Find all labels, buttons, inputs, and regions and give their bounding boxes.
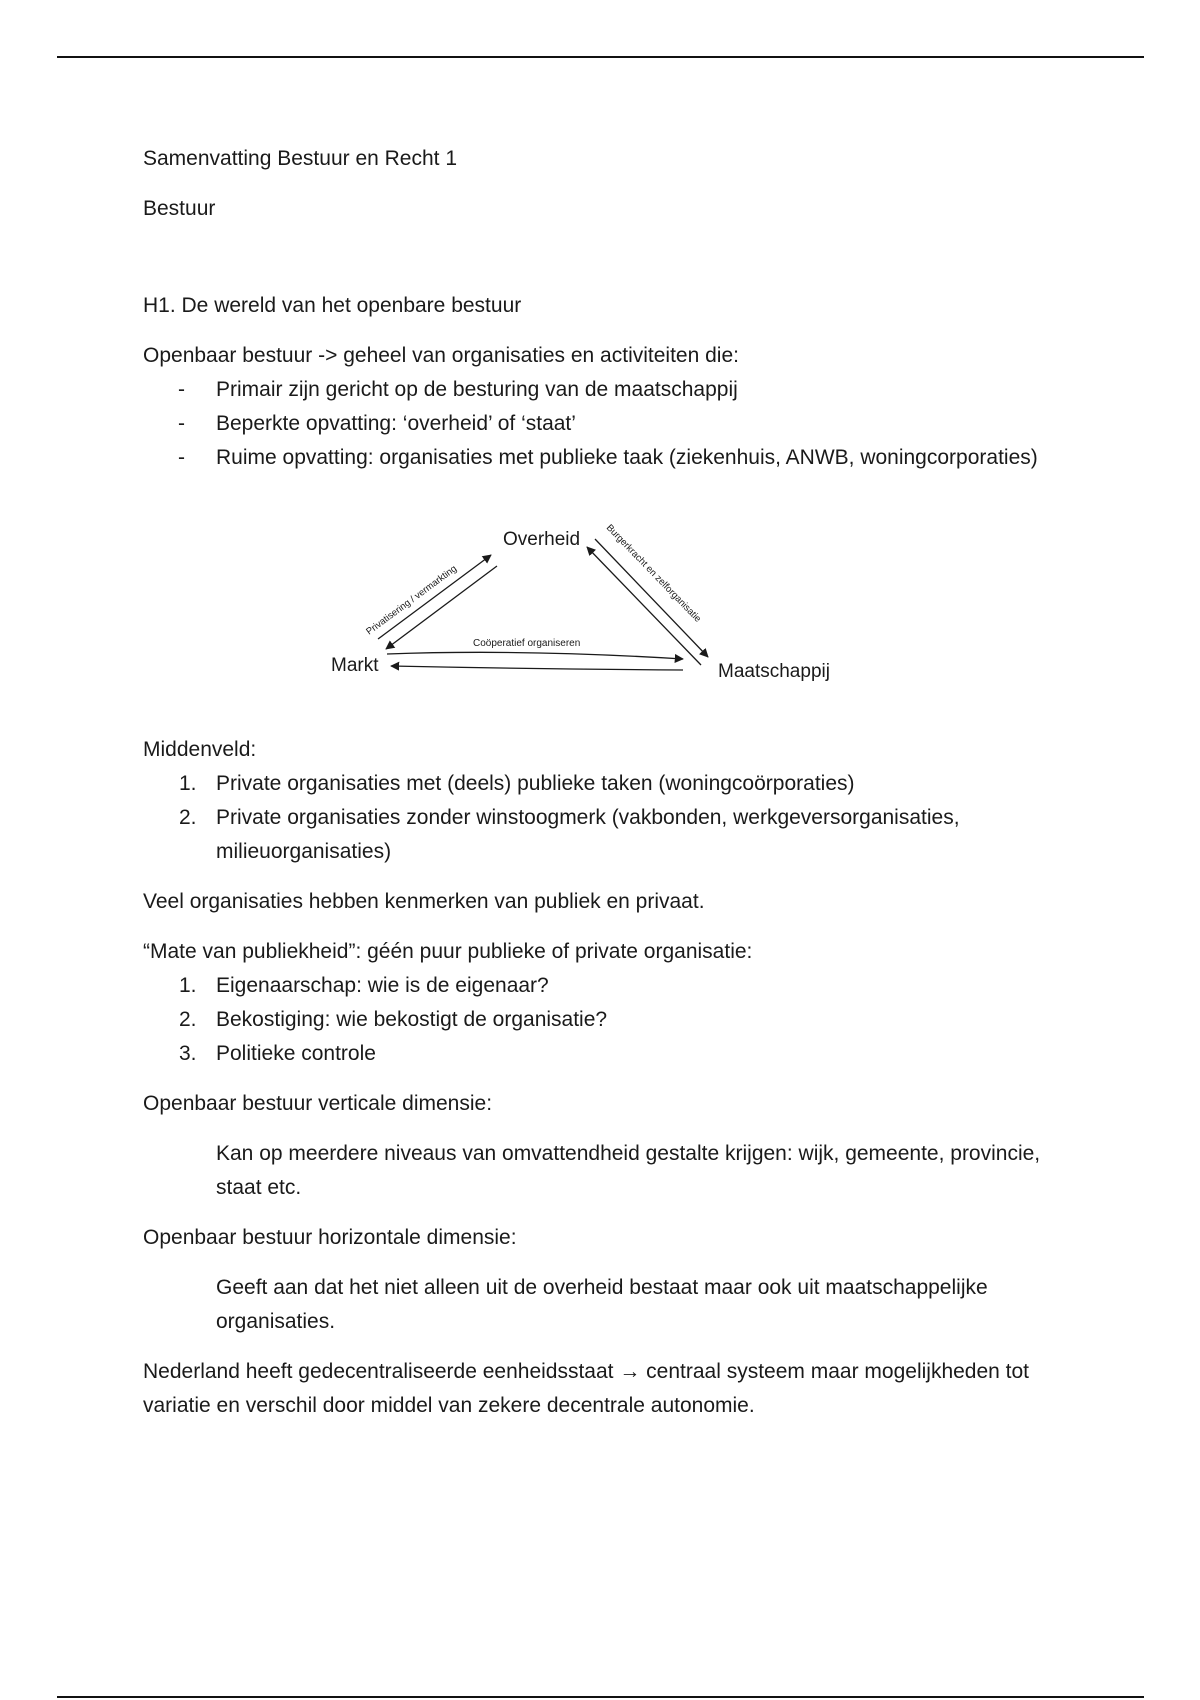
list-item	[143, 441, 1073, 475]
vertical-dimension-heading: Openbaar bestuur verticale dimensie:	[143, 1092, 493, 1115]
list-item	[143, 1037, 1073, 1071]
bullet-marker: -	[178, 446, 185, 469]
list-item-text: Ruime opvatting: organisaties met publieke taak (ziekenhuis, ANWB, woningcorporaties)	[216, 446, 1038, 469]
chapter-heading: H1. De wereld van het openbare bestuur	[143, 294, 522, 317]
diagram-node-maatschappij: Maatschappij	[718, 661, 830, 682]
diagram-canvas	[323, 499, 863, 709]
arrow-overheid-to-maatschappij	[595, 539, 708, 657]
list-item-text: Private organisaties met (deels) publieke taken (woningcoörporaties)	[216, 772, 855, 795]
list-item	[143, 407, 1073, 441]
list-item	[143, 1003, 1073, 1037]
diagram-label-burgerkracht: Burgerkracht en zelforganisatie	[603, 522, 704, 625]
diagram-node-overheid: Overheid	[503, 529, 581, 550]
arrow-markt-to-overheid	[378, 555, 491, 639]
vertical-dimension-text: Kan op meerdere niveaus van omvattendheid gestalte krijgen: wijk, gemeente, provincie, staat etc.	[216, 1142, 1041, 1199]
definition-line: Openbaar bestuur -> geheel van organisaties en activiteiten die:	[143, 344, 739, 367]
document-title: Samenvatting Bestuur en Recht 1	[143, 147, 458, 170]
list-number: 2.	[179, 806, 197, 829]
list-item-text: Primair zijn gericht op de besturing van de maatschappij	[216, 378, 738, 401]
list-number: 2.	[179, 1008, 197, 1031]
mixed-statement: Veel organisaties hebben kenmerken van publiek en privaat.	[143, 890, 705, 913]
list-number: 1.	[179, 772, 197, 795]
bullet-marker: -	[178, 378, 185, 401]
publiekheid-heading: “Mate van publiekheid”: géén puur publieke of private organisatie:	[143, 940, 753, 963]
list-item	[143, 801, 1073, 869]
horizontal-dimension-text: Geeft aan dat het niet alleen uit de overheid bestaat maar ook uit maatschappelijke organisaties.	[216, 1276, 988, 1333]
list-number: 1.	[179, 974, 197, 997]
list-item-text: Politieke controle	[216, 1042, 376, 1065]
header-rule	[57, 56, 1144, 58]
arrow-markt-to-maatschappij	[387, 652, 683, 659]
diagram-label-privatisering: Privatisering / vermarkting	[364, 563, 460, 638]
diagram-node-markt: Markt	[331, 655, 379, 676]
list-number: 3.	[179, 1042, 197, 1065]
list-item-text: Beperkte opvatting: ‘overheid’ of ‘staat’	[216, 412, 576, 435]
list-item-text: Bekostiging: wie bekostigt de organisatie?	[216, 1008, 608, 1031]
bullet-marker: -	[178, 412, 185, 435]
list-item	[143, 373, 1073, 407]
list-item	[143, 767, 1073, 801]
publiekheid-list	[143, 969, 1073, 1071]
triangle-diagram	[143, 499, 1073, 717]
document-body	[143, 142, 1073, 1423]
list-item-text: Eigenaarschap: wie is de eigenaar?	[216, 974, 549, 997]
list-item	[143, 969, 1073, 1003]
horizontal-dimension-heading: Openbaar bestuur horizontale dimensie:	[143, 1226, 517, 1249]
footer-rule	[57, 1696, 1144, 1698]
diagram-label-cooperatief: Coöperatief organiseren	[473, 638, 581, 649]
definition-list	[143, 373, 1073, 475]
list-item-text: Private organisaties zonder winstoogmerk (vakbonden, werkgeversorganisaties, milieuorganisaties)	[216, 806, 960, 863]
middenveld-list	[143, 767, 1073, 869]
middenveld-heading: Middenveld:	[143, 738, 257, 761]
conclusion-paragraph: Nederland heeft gedecentraliseerde eenheidsstaat → centraal systeem maar mogelijkheden tot variatie en verschil door middel van zekere decentrale autonomie.	[143, 1360, 1030, 1417]
arrow-maatschappij-to-markt	[391, 666, 683, 670]
document-subtitle: Bestuur	[143, 197, 216, 220]
